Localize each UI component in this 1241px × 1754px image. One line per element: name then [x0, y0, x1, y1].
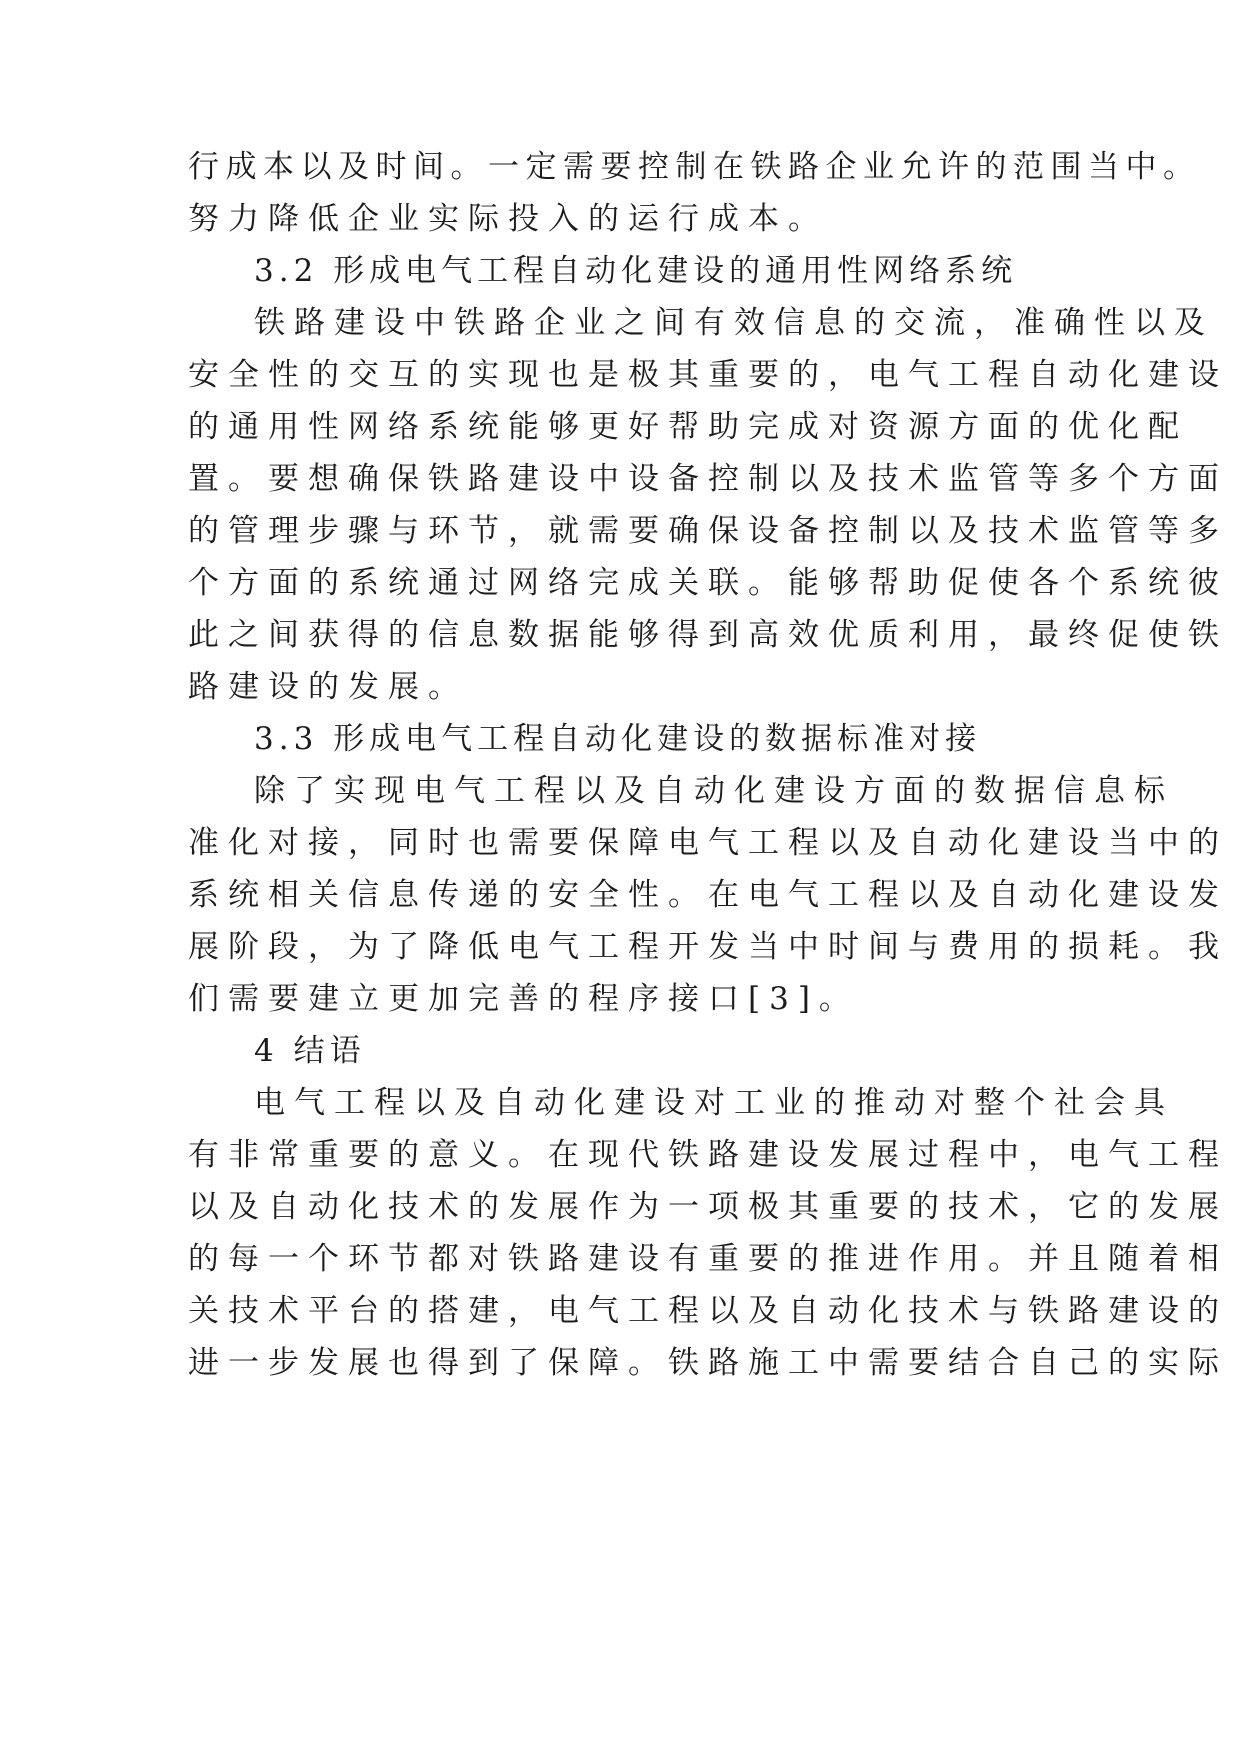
paragraph-line: 以及自动化技术的发展作为一项极其重要的技术，它的发展 — [188, 1189, 1228, 1225]
paragraph-line: 的每一个环节都对铁路建设有重要的推进作用。并且随着相 — [188, 1241, 1228, 1277]
paragraph-line: 路建设的发展。 — [188, 669, 468, 705]
paragraph-line: 进一步发展也得到了保障。铁路施工中需要结合自己的实际 — [188, 1345, 1228, 1381]
section-heading-4: 4 结语 — [254, 1033, 366, 1069]
paragraph-line: 努力降低企业实际投入的运行成本。 — [188, 201, 828, 237]
paragraph-line: 关技术平台的搭建，电气工程以及自动化技术与铁路建设的 — [188, 1293, 1228, 1329]
paragraph-line: 准化对接，同时也需要保障电气工程以及自动化建设当中的 — [188, 825, 1228, 861]
paragraph-line: 有非常重要的意义。在现代铁路建设发展过程中，电气工程 — [188, 1137, 1228, 1173]
paragraph-line: 此之间获得的信息数据能够得到高效优质利用，最终促使铁 — [188, 617, 1228, 653]
paragraph-line: 个方面的系统通过网络完成关联。能够帮助促使各个系统彼 — [188, 565, 1228, 601]
paragraph-line: 们需要建立更加完善的程序接口[3]。 — [188, 981, 859, 1017]
paragraph-line: 的通用性网络系统能够更好帮助完成对资源方面的优化配 — [188, 409, 1188, 445]
paragraph-line: 展阶段，为了降低电气工程开发当中时间与费用的损耗。我 — [188, 929, 1228, 965]
section-heading-3-3: 3.3 形成电气工程自动化建设的数据标准对接 — [254, 721, 982, 757]
paragraph-line: 行成本以及时间。一定需要控制在铁路企业允许的范围当中。 — [188, 149, 1201, 185]
paragraph-line: 除了实现电气工程以及自动化建设方面的数据信息标 — [254, 773, 1174, 809]
paragraph-line: 置。要想确保铁路建设中设备控制以及技术监管等多个方面 — [188, 461, 1228, 497]
paragraph-line: 的管理步骤与环节，就需要确保设备控制以及技术监管等多 — [188, 513, 1228, 549]
paragraph-line: 安全性的交互的实现也是极其重要的，电气工程自动化建设 — [188, 357, 1228, 393]
paragraph-line: 系统相关信息传递的安全性。在电气工程以及自动化建设发 — [188, 877, 1228, 913]
paragraph-line: 电气工程以及自动化建设对工业的推动对整个社会具 — [254, 1085, 1174, 1121]
section-heading-3-2: 3.2 形成电气工程自动化建设的通用性网络系统 — [254, 253, 1018, 289]
paragraph-line: 铁路建设中铁路企业之间有效信息的交流，准确性以及 — [254, 305, 1214, 341]
